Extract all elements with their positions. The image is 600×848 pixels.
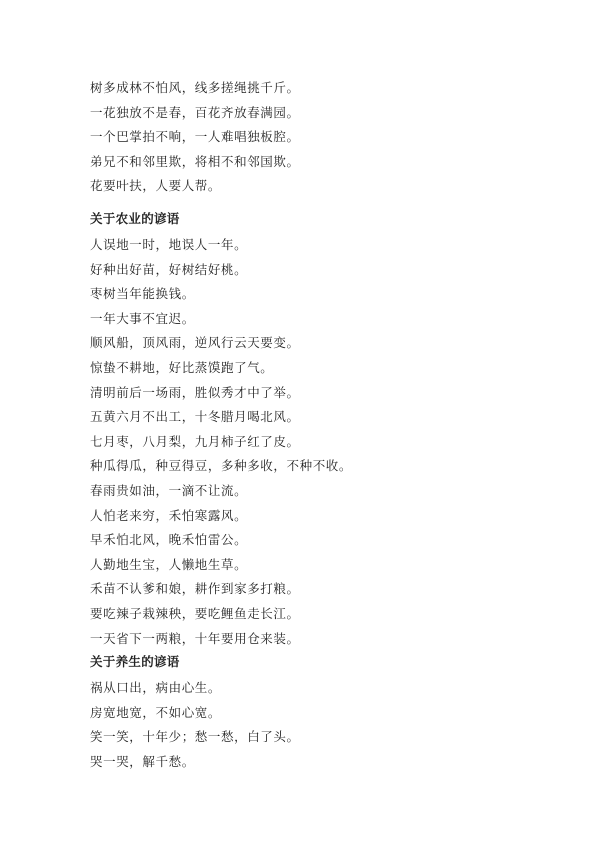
proverb-line: 惊蛰不耕地，好比蒸馍跑了气。 — [90, 359, 274, 375]
proverb-line: 弟兄不和邻里欺，将相不和邻国欺。 — [90, 153, 300, 169]
proverb-line: 人勤地生宝，人懒地生草。 — [90, 556, 248, 572]
section-heading: 关于养生的谚语 — [90, 654, 180, 669]
proverb-line: 人怕老来穷，禾怕寒露风。 — [90, 507, 248, 523]
proverb-line: 枣树当年能换钱。 — [90, 286, 195, 302]
proverb-line: 树多成林不怕风，线多搓绳挑千斤。 — [90, 80, 300, 95]
proverb-line: 禾苗不认爹和娘，耕作到家多打粮。 — [90, 581, 300, 597]
proverb-line: 种瓜得瓜，种豆得豆，多种多收，不种不收。 — [90, 458, 353, 474]
proverb-line: 一个巴掌拍不响，一人难唱独板腔。 — [90, 129, 300, 145]
proverb-line: 春雨贵如油，一滴不让流。 — [90, 482, 248, 498]
intro-proverbs — [90, 76, 300, 199]
health-section — [90, 652, 300, 774]
proverb-line: 早禾怕北风，晚禾怕雷公。 — [90, 532, 248, 548]
proverb-line: 祸从口出，病由心生。 — [90, 680, 222, 695]
agriculture-section — [90, 209, 352, 651]
proverb-line: 一天省下一两粮，十年要用仓来装。 — [90, 630, 300, 646]
proverb-line: 一花独放不是春，百花齐放春满园。 — [90, 104, 300, 120]
proverb-line: 房宽地宽，不如心宽。 — [90, 704, 222, 720]
proverb-line: 五黄六月不出工，十冬腊月喝北风。 — [90, 409, 300, 425]
proverb-line: 一年大事不宜迟。 — [90, 310, 195, 326]
proverb-line: 七月枣，八月梨，九月柿子红了皮。 — [90, 433, 300, 449]
proverb-line: 花要叶扶，人要人帮。 — [90, 178, 222, 194]
section-heading: 关于农业的谚语 — [90, 211, 180, 226]
proverb-line: 顺风船，顶风雨，逆风行云天要变。 — [90, 335, 300, 351]
proverb-line: 笑一笑，十年少；愁一愁，白了头。 — [90, 729, 300, 745]
proverb-line: 要吃辣子栽辣秧，要吃鲤鱼走长江。 — [90, 605, 300, 621]
proverb-line: 清明前后一场雨，胜似秀才中了举。 — [90, 384, 300, 400]
proverb-line: 人误地一时，地误人一年。 — [90, 237, 248, 252]
proverb-line: 哭一哭，解千愁。 — [90, 753, 195, 769]
proverb-line: 好种出好苗，好树结好桃。 — [90, 261, 248, 277]
